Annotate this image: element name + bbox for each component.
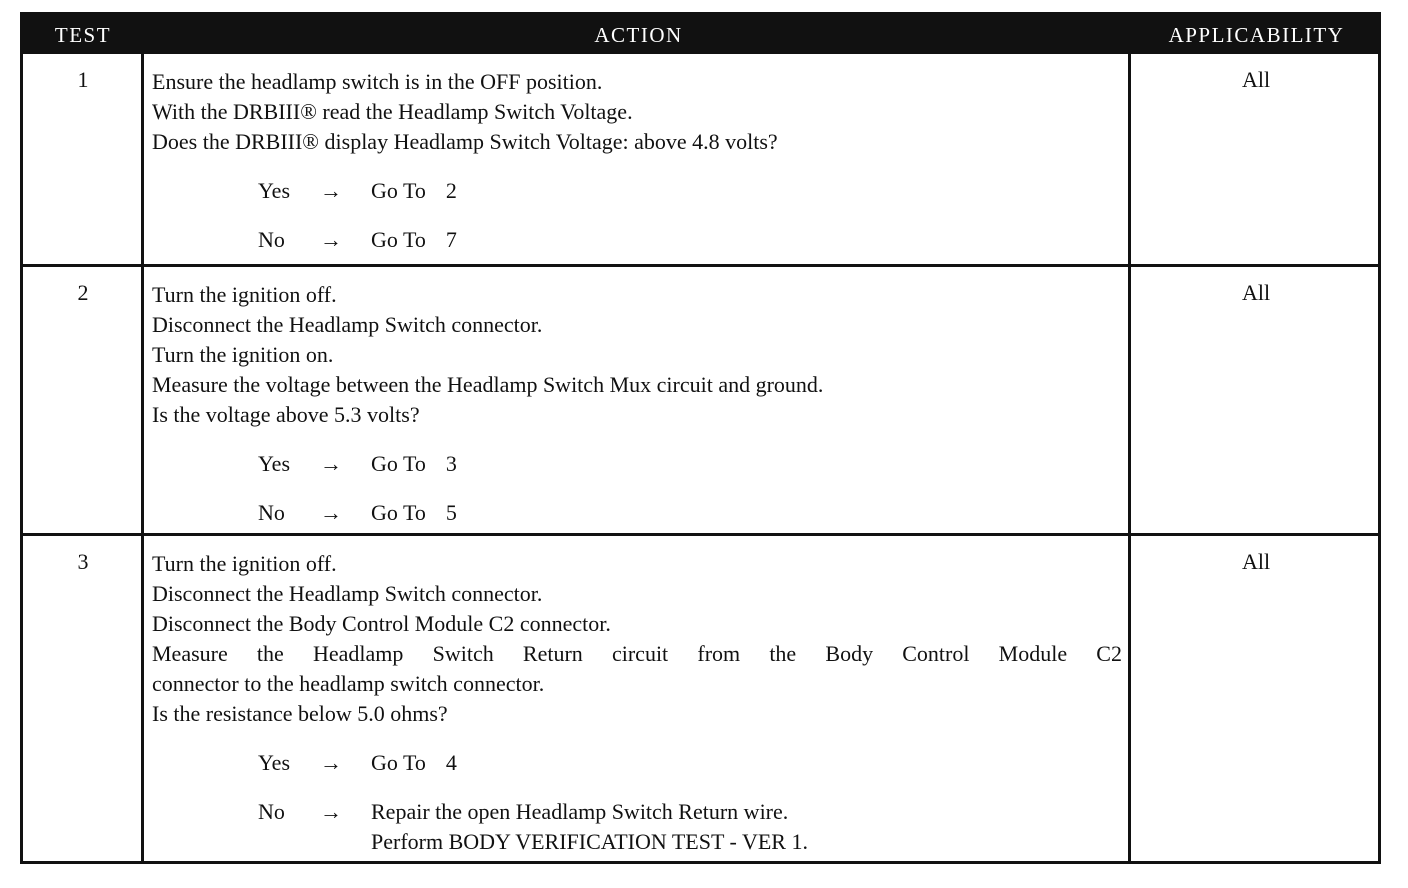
applicability-value: All (1241, 67, 1271, 92)
arrow-icon: → (320, 750, 342, 775)
applicability-value: All (1241, 280, 1271, 305)
action-cell (152, 67, 1122, 255)
arrow-icon: → (320, 451, 342, 476)
goto-label: Go To (371, 178, 426, 203)
goto-target: 2 (445, 178, 457, 203)
header-applicability: APPLICABILITY (1168, 23, 1345, 47)
action-line: Disconnect the Headlamp Switch connector. (152, 581, 543, 606)
diagnostic-test-table (20, 12, 1381, 864)
goto-label: Go To (371, 500, 426, 525)
header-action: ACTION (594, 23, 683, 47)
action-cell (152, 280, 1122, 528)
table-header (23, 15, 1378, 54)
goto-label: Go To (371, 227, 426, 252)
action-line: Is the resistance below 5.0 ohms? (152, 701, 448, 726)
goto-label: Go To (371, 750, 426, 775)
yes-label: Yes (258, 178, 291, 203)
no-label: No (258, 799, 285, 824)
applicability-value: All (1241, 549, 1271, 574)
arrow-icon: → (320, 799, 342, 824)
action-line: Measure the voltage between the Headlamp Switch Mux circuit and ground. (152, 372, 824, 397)
action-line: Turn the ignition off. (152, 551, 337, 576)
arrow-icon: → (320, 178, 342, 203)
yes-label: Yes (258, 451, 291, 476)
answer-choices (258, 748, 1122, 857)
answer-choices (258, 449, 1122, 528)
yes-choice (258, 449, 1122, 479)
yes-result (371, 748, 457, 778)
test-number: 2 (77, 280, 89, 305)
goto-target: 3 (445, 451, 457, 476)
no-choice (258, 225, 1122, 255)
no-label: No (258, 500, 285, 525)
table-row (23, 267, 1378, 533)
yes-label: Yes (258, 750, 291, 775)
action-line: With the DRBIII® read the Headlamp Switch Voltage. (152, 99, 633, 124)
yes-result (371, 449, 457, 479)
yes-choice (258, 748, 1122, 778)
action-line: Turn the ignition off. (152, 282, 337, 307)
action-line: Does the DRBIII® display Headlamp Switch Voltage: above 4.8 volts? (152, 129, 778, 154)
no-result-line: Perform BODY VERIFICATION TEST - VER 1. (371, 829, 808, 854)
no-choice (258, 797, 1122, 857)
yes-choice (258, 176, 1122, 206)
no-result-line: Repair the open Headlamp Switch Return wire. (371, 799, 789, 824)
arrow-icon: → (320, 227, 342, 252)
no-label: No (258, 227, 285, 252)
goto-target: 5 (445, 500, 457, 525)
action-line: Disconnect the Headlamp Switch connector. (152, 312, 543, 337)
action-line: Ensure the headlamp switch is in the OFF position. (152, 69, 603, 94)
action-line: Disconnect the Body Control Module C2 connector. (152, 611, 611, 636)
answer-choices (258, 176, 1122, 255)
action-cell (152, 549, 1122, 857)
arrow-icon: → (320, 500, 342, 525)
goto-target: 4 (445, 750, 457, 775)
goto-target: 7 (445, 227, 457, 252)
action-line: connector to the headlamp switch connector. (152, 671, 545, 696)
header-test: TEST (54, 23, 112, 47)
no-result (371, 797, 808, 857)
action-line: Is the voltage above 5.3 volts? (152, 402, 420, 427)
action-line: Measure the Headlamp Switch Return circuit from the Body Control Module C2 (152, 641, 1122, 666)
table-row (23, 54, 1378, 264)
goto-label: Go To (371, 451, 426, 476)
test-number: 3 (77, 549, 89, 574)
no-result (371, 498, 457, 528)
no-result (371, 225, 457, 255)
action-line: Turn the ignition on. (152, 342, 334, 367)
test-number: 1 (77, 67, 89, 92)
yes-result (371, 176, 457, 206)
no-choice (258, 498, 1122, 528)
table-row (23, 536, 1378, 861)
